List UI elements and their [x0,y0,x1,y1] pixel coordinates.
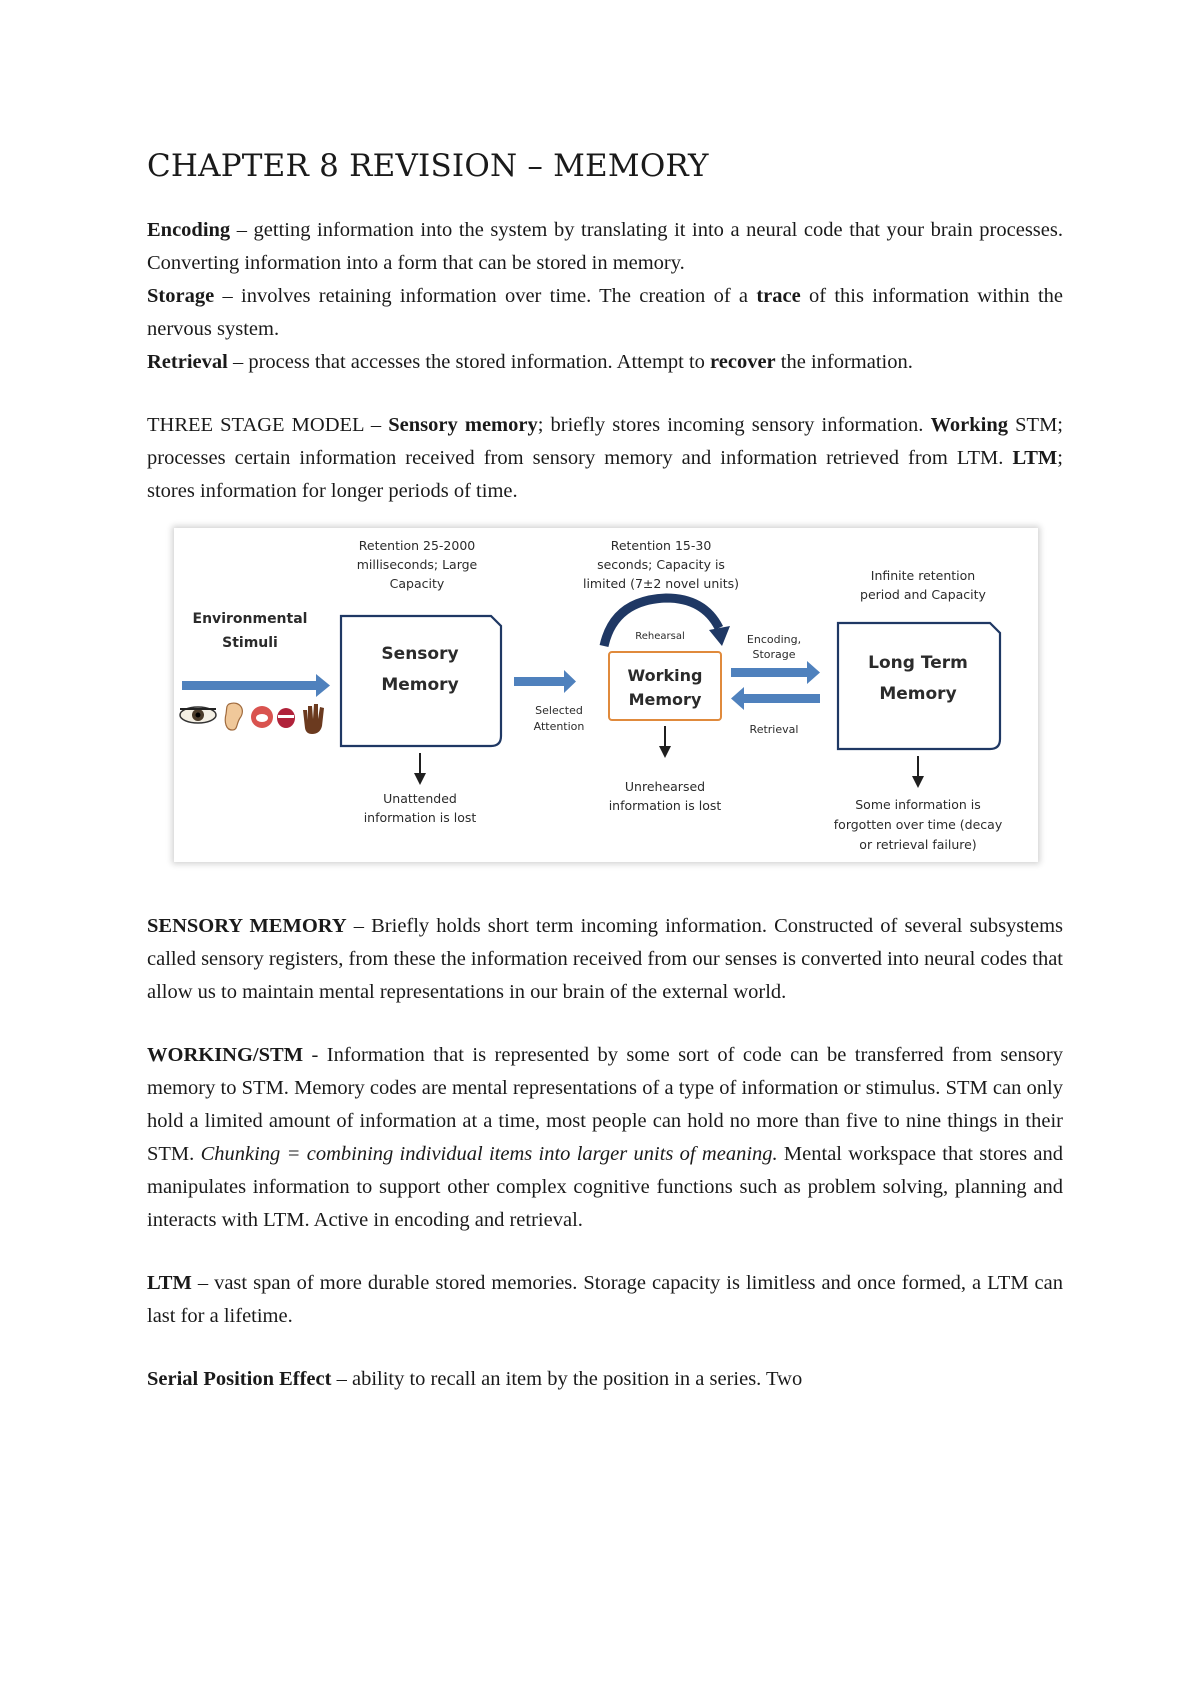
memory-model-diagram [174,528,1038,862]
encoding-arrow [731,661,820,684]
working-retention-1: Retention 15-30 [610,538,712,553]
env-label-2: Stimuli [222,635,278,651]
document-page [147,148,1063,1396]
sensory-retention-3: Capacity [389,576,445,591]
working-stm-paragraph: WORKING/STM - Information that is represented by some sort of code can be transferred from sensory memory to STM. Memory codes are mental representations of a type of information or stimulus. STM can only hold a limited amount of information at a time, most people can hold no more than five to nine things in their STM. Chunking = combining individual items into larger units of meaning. Mental workspace that stores and manipulates information to support other complex cognitive functions such as problem solving, planning and interacts with LTM. Active in encoding and retrieval. [147,1044,1063,1231]
serial-position-paragraph: Serial Position Effect – ability to recall an item by the position in a series. Two [147,1368,803,1390]
sensory-memory-paragraph: SENSORY MEMORY – Briefly holds short term incoming information. Constructed of several subsystems called sensory registers, from these the information received from our senses is converted into neural codes that allow us to maintain mental representations in our brain of the external world. [147,915,1064,1003]
encoding-label-2: Storage [752,648,796,661]
ltm-lost-1: Some information is [855,797,981,812]
hand-icon [303,704,324,734]
encoding-term: Encoding [147,219,231,241]
encoding-label-1: Encoding, [746,633,802,646]
storage-definition: Storage – involves retaining information over time. The creation of a trace of this information within the nervous system. [147,285,1063,340]
rehearsal-label: Rehearsal [635,631,685,642]
sensory-retention-2: milliseconds; Large [356,557,478,572]
nose-icon [277,708,295,728]
working-box-label-2: Memory [628,690,702,709]
sensory-box-label-2: Memory [381,675,459,695]
encoding-definition: Encoding – getting information into the system by translating it into a neural code that your brain processes. Converting information into a form that can be stored in memory. [147,219,1063,274]
retrieval-definition: Retrieval – process that accesses the stored information. Attempt to recover the information. [147,351,913,373]
mouth-icon [251,706,273,728]
ltm-box-label-1: Long Term [868,653,968,673]
working-retention-2: seconds; Capacity is [597,557,725,572]
retrieval-term: Retrieval [147,351,228,373]
working-retention-3: limited (7±2 novel units) [582,576,740,591]
sensory-box-label-1: Sensory [381,644,459,664]
ltm-retention-2: period and Capacity [860,587,986,602]
sensory-lost-2: information is lost [363,810,477,825]
ltm-lost-2: forgotten over time (decay [833,817,1003,832]
sensory-retention-1: Retention 25-2000 [358,538,476,553]
page-title: CHAPTER 8 REVISION – MEMORY [147,148,709,184]
storage-term: Storage [147,285,215,307]
ltm-paragraph: LTM – vast span of more durable stored memories. Storage capacity is limitless and once formed, a LTM can last for a lifetime. [147,1272,1063,1327]
working-lost-1: Unrehearsed [624,779,706,794]
selected-attention-1: Selected [535,704,583,717]
eye-icon [180,707,216,723]
stimuli-arrow [182,674,330,697]
ear-icon [225,703,242,730]
working-lost-2: information is lost [608,798,722,813]
retrieval-label: Retrieval [749,723,799,736]
three-stage-model: THREE STAGE MODEL – Sensory memory; briefly stores incoming sensory information. Working STM; processes certain information received from sensory memory and information retrieved from LTM. LTM; stores information for longer periods of time. [147,414,1063,502]
retrieval-arrow [731,687,820,710]
working-box-label-1: Working [627,666,703,685]
ltm-lost-3: or retrieval failure) [859,837,977,852]
sensory-lost-1: Unattended [383,791,457,806]
env-label-1: Environmental [192,611,308,627]
working-memory-box [609,652,721,720]
ltm-box-label-2: Memory [879,684,957,704]
selected-attention-2: Attention [533,720,585,733]
selected-attention-arrow [514,670,576,693]
ltm-retention-1: Infinite retention [870,568,976,583]
